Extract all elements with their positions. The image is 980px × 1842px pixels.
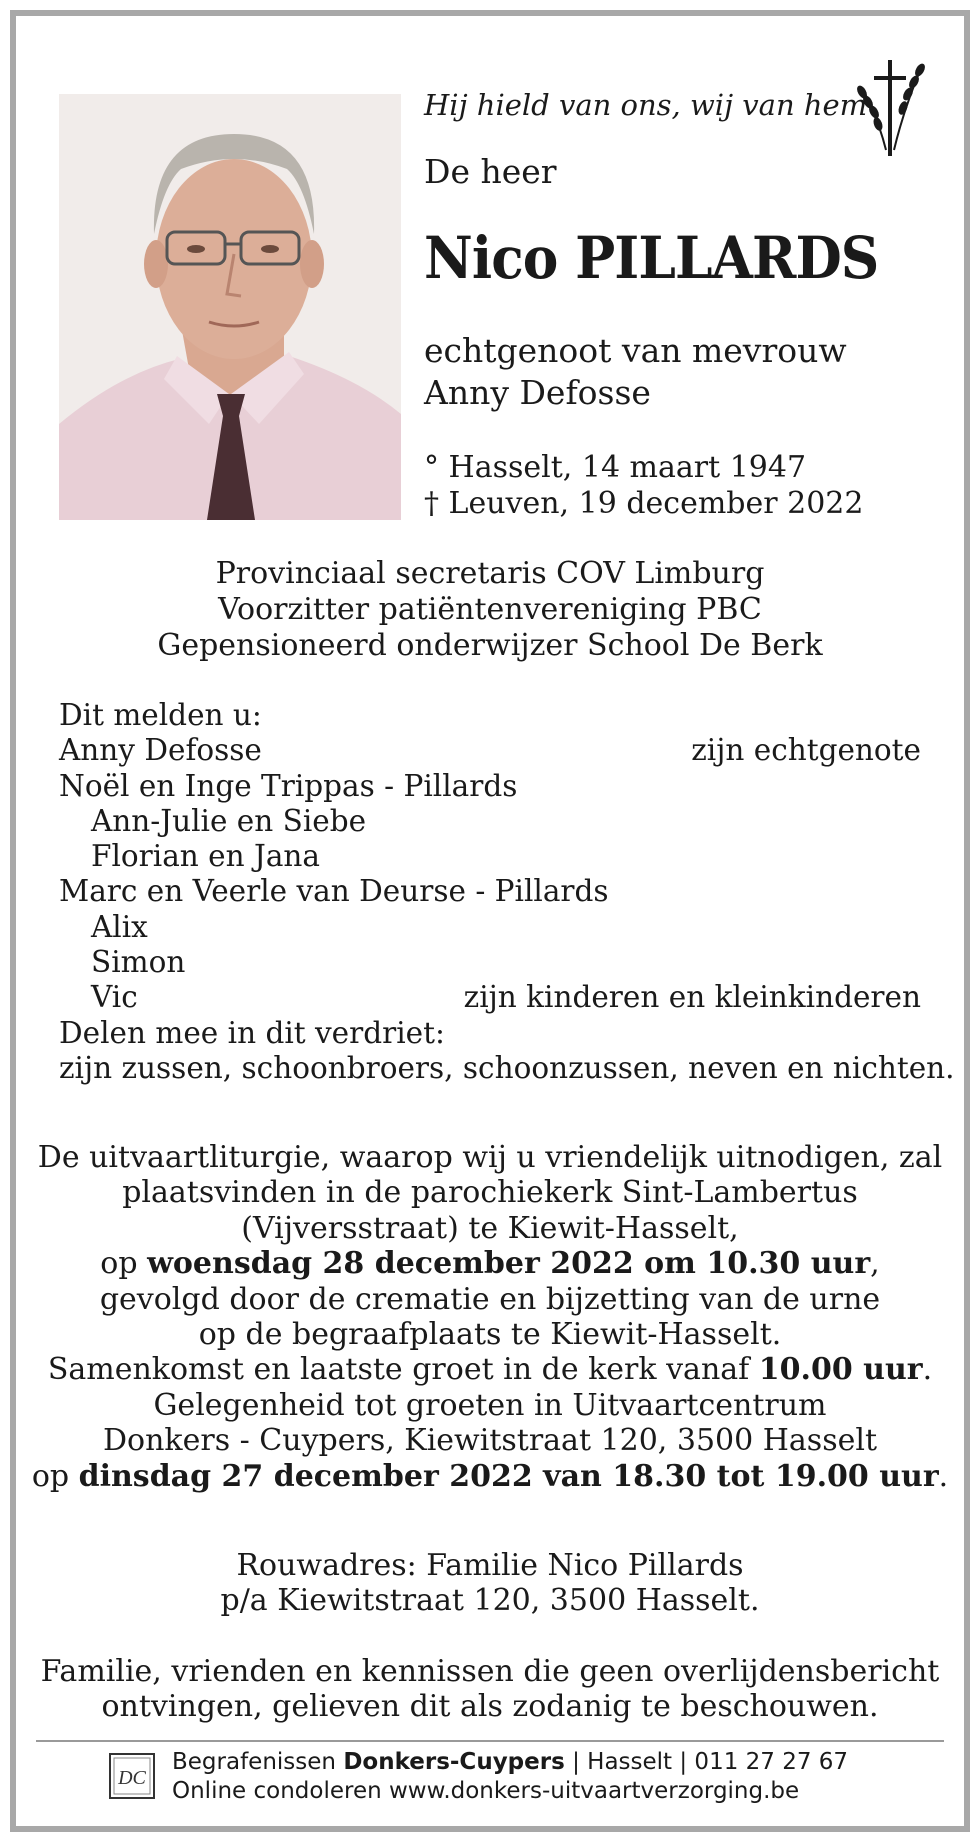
family-row: Vic zijn kinderen en kleinkinderen (91, 980, 921, 1015)
funeral-line: gevolgd door de crematie en bijzetting van de urne (99, 1281, 881, 1317)
notice-text (0, 1654, 980, 1724)
notice-line: ontvingen, gelieven dit als zodanig te beschouwen. (101, 1689, 879, 1724)
visitation-datetime: dinsdag 27 december 2022 van 18.30 tot 19.00 uur (78, 1458, 939, 1494)
deceased-name: Nico PILLARDS (424, 224, 879, 292)
family-row: Florian en Jana (91, 839, 320, 874)
family-row: Noël en Inge Trippas - Pillards (59, 768, 518, 803)
spouse-line-1: echtgenoot van mevrouw (424, 331, 847, 370)
funeral-line: op dinsdag 27 december 2022 van 18.30 tot 19.00 uur. (31, 1458, 949, 1494)
company-name: Donkers-Cuypers (343, 1749, 565, 1775)
funeral-line: Samenkomst en laatste groet in de kerk vanaf 10.00 uur. (47, 1352, 933, 1388)
role-line: Voorzitter patiëntenvereniging PBC (218, 592, 762, 627)
notice-line: Familie, vrienden en kennissen die geen overlijdensbericht (40, 1654, 940, 1689)
gathering-time: 10.00 uur (758, 1352, 923, 1388)
address-line: p/a Kiewitstraat 120, 3500 Hasselt. (220, 1583, 760, 1618)
share-intro: Delen mee in dit verdriet: (59, 1015, 445, 1050)
funeral-line: Donkers - Cuypers, Kiewitstraat 120, 3500 Hasselt (102, 1423, 877, 1459)
svg-text:DC: DC (118, 1767, 146, 1789)
footer-line-1: Begrafenissen Donkers-Cuypers | Hasselt | 011 27 27 67 (172, 1749, 849, 1775)
family-intro: Dit melden u: (59, 698, 262, 732)
death-date: † Leuven, 19 december 2022 (424, 486, 864, 521)
motto: Hij hield van ons, wij van hem (424, 88, 868, 122)
spouse-info (424, 330, 847, 414)
footer-contact (172, 1748, 848, 1806)
family-row: Alix (91, 909, 148, 944)
footer-divider (36, 1740, 944, 1742)
family-row: Simon (91, 945, 186, 980)
family-row: Ann-Julie en Siebe (91, 803, 367, 838)
portrait-photo (59, 94, 401, 520)
honorific: De heer (424, 152, 557, 191)
funeral-details (0, 1140, 980, 1494)
funeral-line: plaatsvinden in de parochiekerk Sint-Lambertus (122, 1175, 858, 1211)
funeral-line: (Vijversstraat) te Kiewit-Hasselt, (241, 1210, 739, 1246)
ceremony-datetime: woensdag 28 december 2022 om 10.30 uur (147, 1246, 871, 1282)
spouse-line-2: Anny Defosse (424, 373, 651, 412)
roles-list (0, 556, 980, 664)
address-line: Rouwadres: Familie Nico Pillards (236, 1548, 744, 1583)
funeral-line: op de begraafplaats te Kiewit-Hasselt. (198, 1317, 782, 1353)
mourning-address (0, 1548, 980, 1618)
footer-line-2: Online condoleren www.donkers-uitvaartverzorging.be (172, 1778, 800, 1804)
role-line: Provinciaal secretaris COV Limburg (215, 556, 765, 591)
family-row: Marc en Veerle van Deurse - Pillards (59, 874, 609, 909)
funeral-line: op woensdag 28 december 2022 om 10.30 uur, (100, 1246, 880, 1282)
birth-date: ° Hasselt, 14 maart 1947 (424, 450, 807, 485)
funeral-line: Gelegenheid tot groeten in Uitvaartcentrum (153, 1387, 827, 1423)
family-announcement (59, 698, 955, 1086)
role-line: Gepensioneerd onderwijzer School De Berk (157, 628, 823, 663)
share-list: zijn zussen, schoonbroers, schoonzussen, neven en nichten. (59, 1050, 955, 1085)
life-dates (424, 450, 863, 522)
family-row: Anny Defosse zijn echtgenote (59, 733, 921, 768)
funeral-home-logo (108, 1752, 156, 1800)
funeral-line: De uitvaartliturgie, waarop wij u vriendelijk uitnodigen, zal (37, 1140, 943, 1175)
